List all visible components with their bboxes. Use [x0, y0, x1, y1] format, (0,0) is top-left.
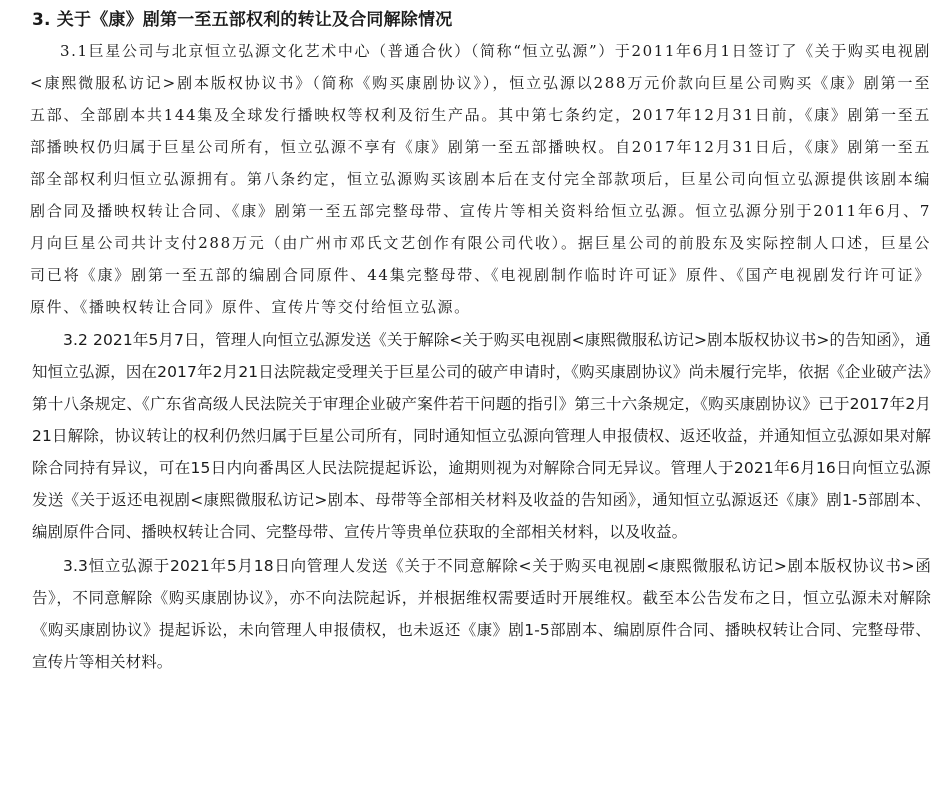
- section-heading: 3. 关于《康》剧第一至五部权利的转让及合同解除情况: [32, 10, 453, 30]
- paragraph-3-2: 3.2 2021年5月7日，管理人向恒立弘源发送《关于解除<关于购买电视剧<康熙微服私访记>剧本版权协议书>的告知函》，通知恒立弘源，因在2017年2月21日法院裁定受理关于巨星公司的破产申请时，《购买康剧协议》尚未履行完毕，依据《企业破产法》第十八条规定、《广东省高级人民法院关于审理企业破产案件若干问题的指引》第三十六条规定，《购买康剧协议》已于2017年2月21日解除，协议转让的权利仍然归属于巨星公司所有，同时通知恒立弘源向管理人申报债权、返还收益，并通知恒立弘源如果对解除合同持有异议，可在15日内向番禺区人民法院提起诉讼，逾期则视为对解除合同无异议。管理人于2021年6月16日向恒立弘源发送《关于返还电视剧<康熙微服私访记>剧本、母带等全部相关材料及收益的告知函》，通知恒立弘源返还《康》剧1-5部剧本、编剧原件合同、播映权转让合同、完整母带、宣传片等贵单位获取的全部相关材料，以及收益。: [32, 331, 931, 541]
- paragraph-3-3: 3.3恒立弘源于2021年5月18日向管理人发送《关于不同意解除<关于购买电视剧<康熙微服私访记>剧本版权协议书>函告》，不同意解除《购买康剧协议》，亦不向法院起诉，并根据维权需要适时开展维权。截至本公告发布之日，恒立弘源未对解除《购买康剧协议》提起诉讼，未向管理人申报债权，也未返还《康》剧1-5部剧本、编剧原件合同、播映权转让合同、完整母带、宣传片等相关材料。: [32, 557, 931, 671]
- paragraph-3-1: 3.1巨星公司与北京恒立弘源文化艺术中心（普通合伙）（简称“恒立弘源”）于2011年6月1日签订了《关于购买电视剧<康熙微服私访记>剧本版权协议书》（简称《购买康剧协议》），恒立弘源以288万元价款向巨星公司购买《康》剧第一至五部、全部剧本共144集及全球发行播映权等权利及衍生产品。其中第七条约定，2017年12月31日前，《康》剧第一至五部播映权仍归属于巨星公司所有，恒立弘源不享有《康》剧第一至五部播映权。自2017年12月31日后，《康》剧第一至五部全部权利归恒立弘源拥有。第八条约定，恒立弘源购买该剧本后在支付完全部款项后，巨星公司向恒立弘源提供该剧本编剧合同及播映权转让合同、《康》剧第一至五部完整母带、宣传片等相关资料给恒立弘源。恒立弘源分别于2011年6月、7月向巨星公司共计支付288万元（由广州市邓氏文艺创作有限公司代收）。据巨星公司的前股东及实际控制人口述，巨星公司已将《康》剧第一至五部的编剧合同原件、44集完整母带、《电视剧制作临时许可证》原件、《国产电视剧发行许可证》原件、《播映权转让合同》原件、宣传片等交付给恒立弘源。: [30, 42, 931, 316]
